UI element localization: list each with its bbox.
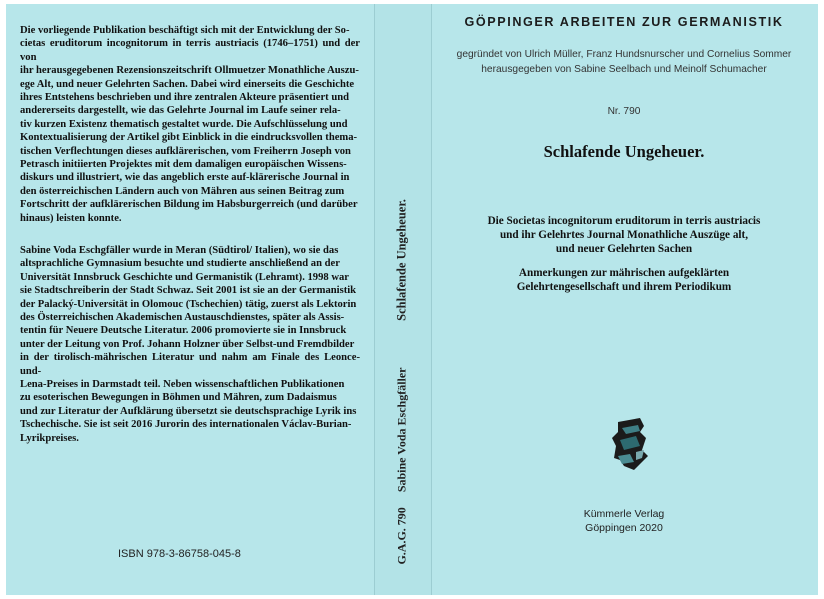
isbn: ISBN 978-3-86758-045-8 [118,548,241,560]
bio-line: Lena-Preises in Darmstadt teil. Neben wissenschaftlichen Publikationen [20,379,345,391]
bio-line: und zur Literatur der Aufklärung übersetzt sie deutschsprachige Lyrik ins [20,405,357,417]
back-cover [6,4,374,595]
back-blurb [20,24,360,225]
author-bio [20,244,360,445]
blurb-line: tischen Verflechtungen dieses aufklärerischen, vom Freiherrn Joseph von [20,145,351,157]
subtitle-line: und neuer Gelehrten Sachen [555,243,693,255]
front-cover [430,4,818,595]
spine-author: Sabine Voda Eschgfäller [394,367,409,493]
subtitle2-line: Gelehrtengesellschaft und ihrem Periodikum [516,281,732,293]
blurb-line: tiv kurzen Existenz thematisch gestaltet wurde. Die Aufschlüsselung und [20,118,348,130]
blurb-line: cietas eruditorum incognitorum in terris austriacis (1746–1751) und der von [20,38,360,63]
publisher-place-year: Göppingen 2020 [585,522,663,534]
spine-author-code [395,361,410,570]
bio-line: sie Stadtschreiberin der Stadt Schwaz. Seit 2001 ist sie an der Germanistik [20,285,357,297]
blurb-line: Petrasch initiierten Projektes mit dem damaligen europäischen Wissens- [20,159,347,171]
book-title: Schlafende Ungeheuer. [543,142,705,161]
subtitle-line: Die Societas incognitorum eruditorum in terris austriacis [487,215,761,227]
blurb-line: Die vorliegende Publikation beschäftigt sich mit der Entwicklung der So- [20,25,350,36]
blurb-line: ege Alt, und neuer Gelehrten Sachen. Dabei wird einerseits die Geschichte [20,78,355,90]
bio-line: tentin für Neuere Deutsche Literatur. 2006 promovierte sie in Innsbruck [20,325,347,337]
blurb-line: den österreichischen Ländern auch von Mähren aus seinen Beitrag zum [20,185,345,197]
blurb-line: ihres Entstehens beschrieben und ihre zentralen Akteure präsentiert und [20,92,350,104]
bio-line: Lyrikpreises. [20,432,79,444]
spine-title: Schlafende Ungeheuer. [394,199,409,321]
subtitle [430,214,818,256]
publisher-logo-icon [610,416,652,472]
bio-line: altsprachliche Gymnasium besuchte und studierte anschließend an der [20,258,340,270]
bio-line: Tschechische. Sie ist seit 2016 Jurorin des internationalen Václav-Burian- [20,419,352,431]
blurb-line: ihr herausgegebenen Rezensionszeitschrift Ollmuetzer Monathliche Auszu- [20,65,359,77]
series-title: GÖPPINGER ARBEITEN ZUR GERMANISTIK [464,15,784,29]
bio-line: zu esoterischen Bewegungen in Böhmen und Mähren, zum Dadaismus [20,392,337,404]
secondary-subtitle [430,266,818,294]
book-cover [6,4,818,595]
bio-line: unter der Leitung von Prof. Johann Holzner über Selbst-und Fremdbilder [20,338,355,350]
spine-series-code: G.A.G. 790 [394,507,409,565]
blurb-line: hinaus) leisten konnte. [20,212,122,224]
founders-line: gegründet von Ulrich Müller, Franz Hundsnurscher und Cornelius Sommer [456,49,792,60]
publisher-name: Kümmerle Verlag [583,508,665,520]
subtitle-line: und ihr Gelehrtes Journal Monathliche Auszüge alt, [499,229,749,241]
blurb-line: Kontextualisierung der Artikel gibt Einblick in die eindrucksvollen thema- [20,132,358,144]
series-number: Nr. 790 [607,106,641,117]
bio-line: des Österreichischen Akademischen Austauschdienstes, später als Assis- [20,312,345,324]
spine [374,4,432,595]
subtitle2-line: Anmerkungen zur mährischen aufgeklärten [518,267,730,279]
bio-line: Sabine Voda Eschgfäller wurde in Meran (Südtirol/ Italien), wo sie das [20,245,339,256]
bio-line: in der tirolisch-mährischen Literatur und nahm am Finale des Leonce-und- [20,352,360,377]
blurb-line: diskurs und illustriert, wie das angeblich erste auf-klärerische Journal in [20,172,350,184]
bio-line: der Palacký-Universität in Olomouc (Tschechien) tätig, zuerst als Lektorin [20,298,357,310]
publisher-block [430,507,818,535]
blurb-line: andererseits dargestellt, wie das Gelehrte Journal im Laufe seiner rela- [20,105,341,117]
bio-line: Universität Innsbruck Geschichte und Germanistik (Lehramt). 1998 war [20,271,349,283]
editors-block [430,47,818,77]
blurb-line: Fortschritt der aufklärerischen Bildung im Habsburgerreich (und darüber [20,199,358,211]
editors-line: herausgegeben von Sabine Seelbach und Meinolf Schumacher [481,64,767,75]
